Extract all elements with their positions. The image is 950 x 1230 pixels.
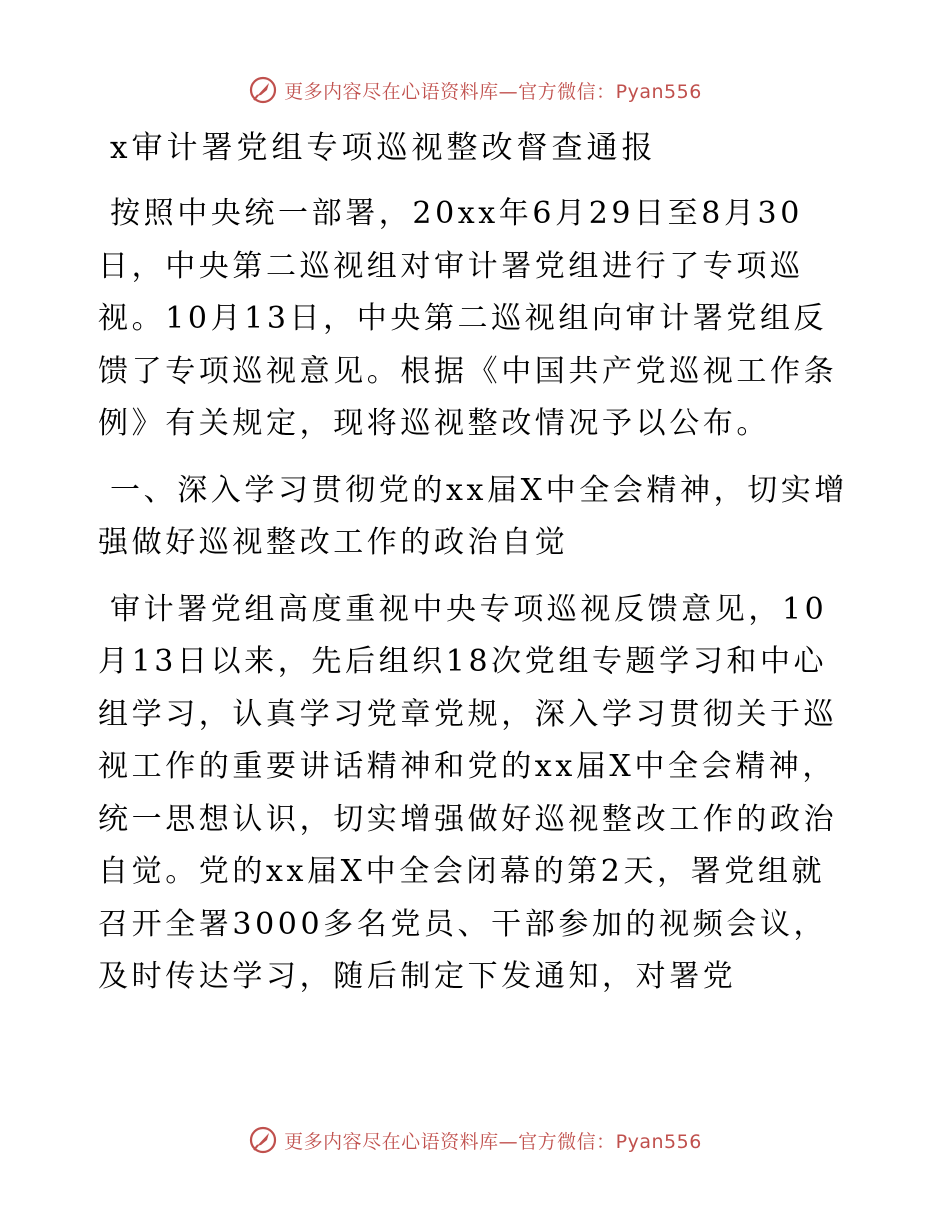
paragraph-intro: 按照中央统一部署，20xx年6月29日至8月30日，中央第二巡视组对审计署党组进行了专项巡视。10月13日，中央第二巡视组向审计署党组反馈了专项巡视意见。根据《中国共产党巡视工作条例》有关规定，现将巡视整改情况予以公布。 (98, 196, 838, 441)
section-heading-1: 一、深入学习贯彻党的xx届X中全会精神，切实增强做好巡视整改工作的政治自觉 (98, 472, 848, 560)
quill-in-circle-logo-icon (248, 1125, 278, 1155)
quill-in-circle-logo-icon (248, 75, 278, 105)
paragraph-section-1: 审计署党组高度重视中央专项巡视反馈意见，10月13日以来，先后组织18次党组专题学习和中心组学习，认真学习党章党规，深入学习贯彻关于巡视工作的重要讲话精神和党的xx届X中全会精神，统一思想认识，切实增强做好巡视整改工作的政治自觉。党的xx届X中全会闭幕的第2天，署党组就召开全署3000多名党员、干部参加的视频会议，及时传达学习，随后制定下发通知，对署党 (98, 591, 838, 994)
watermark-text: 更多内容尽在心语资料库—官方微信：Pyan556 (284, 1130, 702, 1153)
page-title: x审计署党组专项巡视整改督查通报 (110, 130, 657, 166)
watermark-text: 更多内容尽在心语资料库—官方微信：Pyan556 (284, 80, 702, 103)
watermark-header (0, 70, 950, 110)
document-body (98, 122, 858, 1018)
watermark-footer (0, 1120, 950, 1160)
